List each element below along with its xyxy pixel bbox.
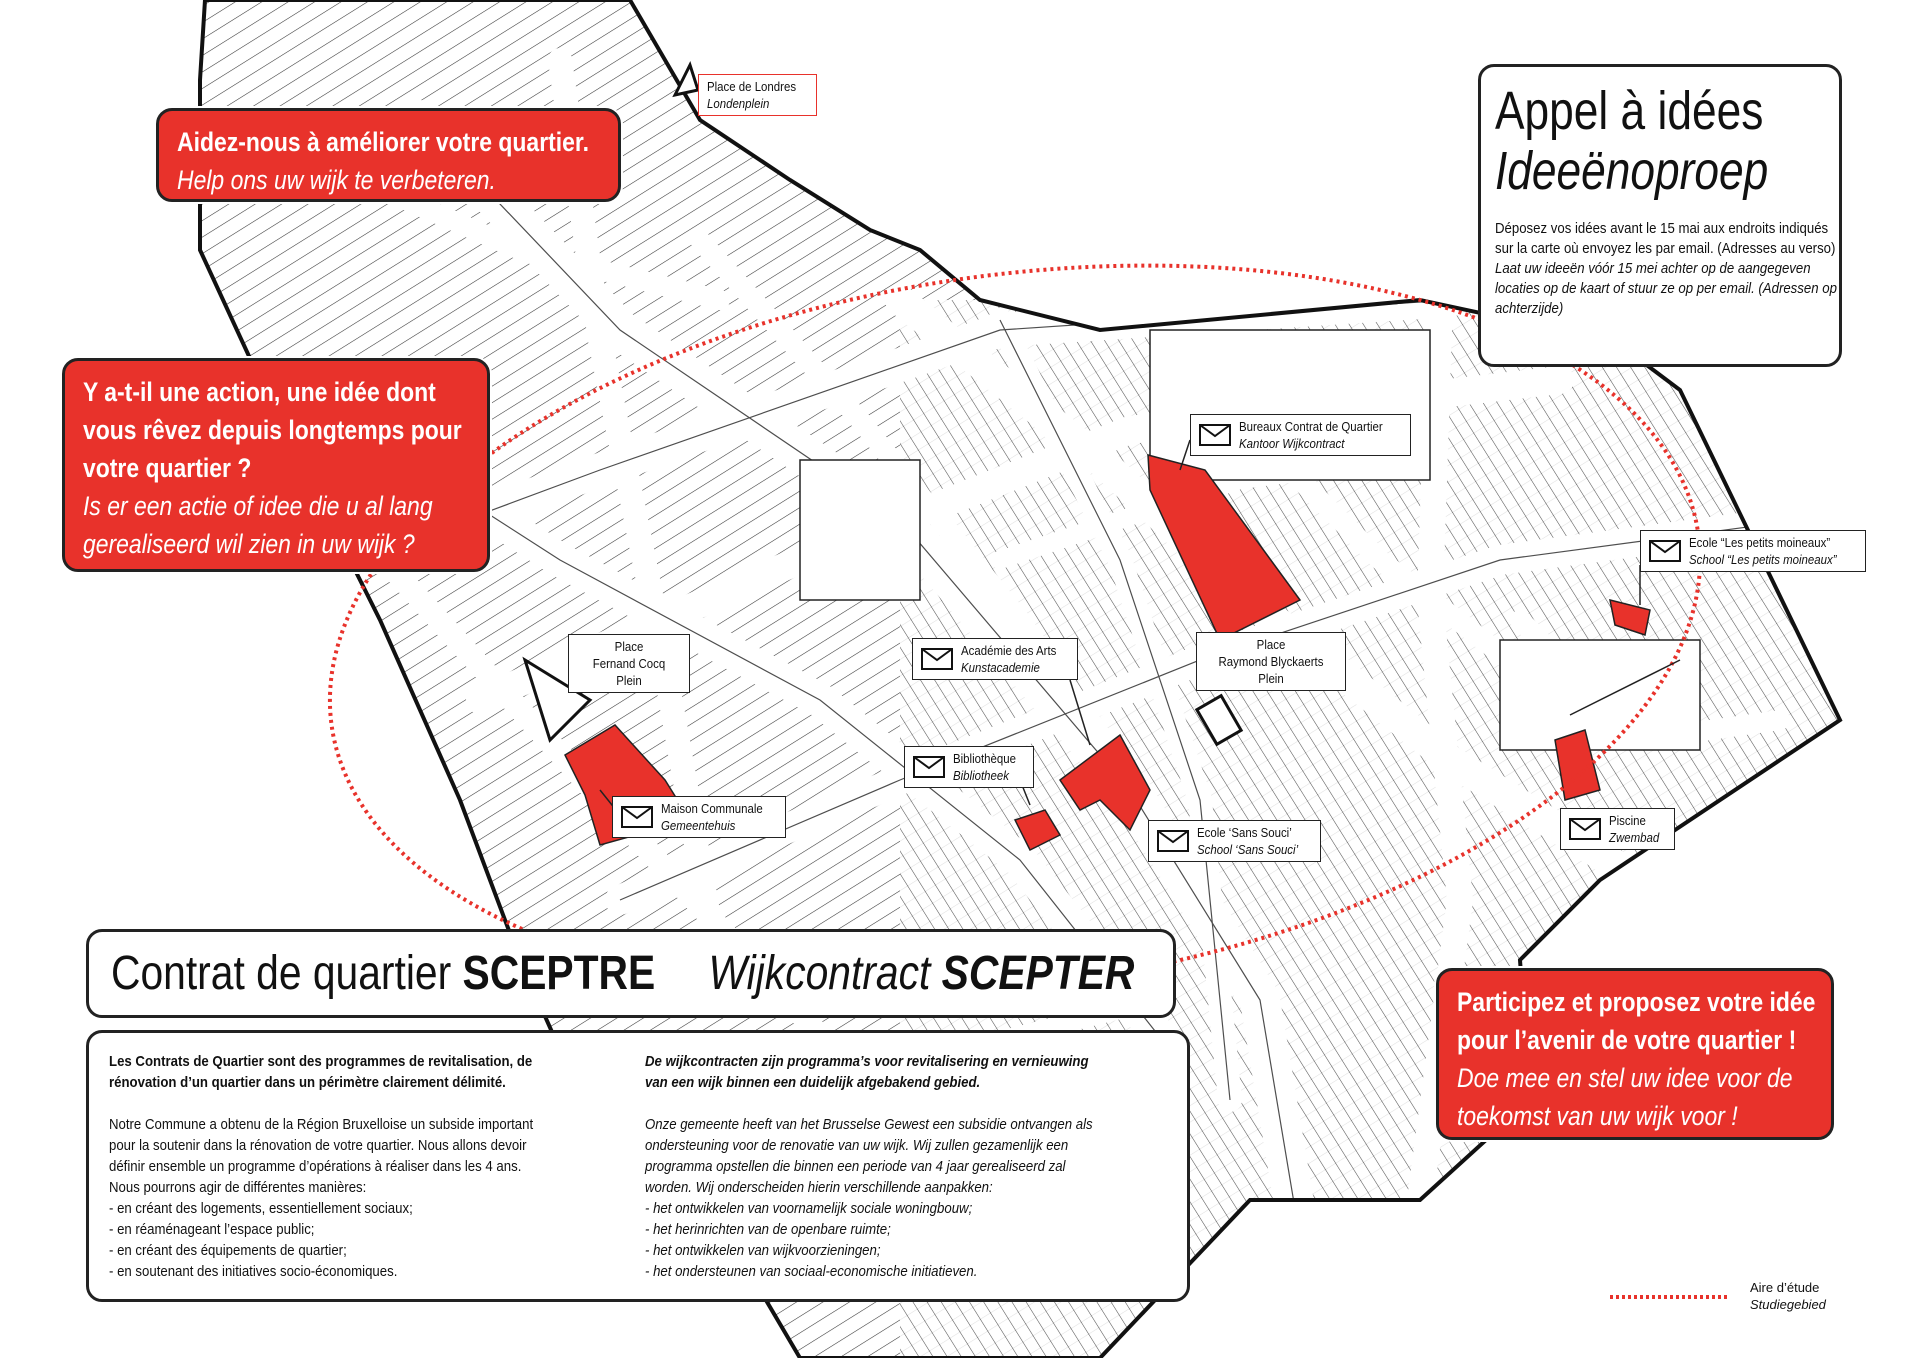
action-callout-fr-1: Y a-t-il une action, une idée dont [83, 377, 436, 407]
envelope-icon [1199, 424, 1231, 446]
location-ecole-moineaux: Ecole “Les petits moineaux” School “Les petits moineaux” [1640, 530, 1866, 572]
title-nl-name: SCEPTER [941, 947, 1135, 1000]
title-fr-prefix: Contrat de quartier [111, 947, 463, 1000]
participate-callout-nl-1: Doe mee en stel uw idee voor de [1457, 1063, 1793, 1093]
action-callout-fr-3: votre quartier ? [83, 453, 252, 483]
description-fr-lead: Les Contrats de Quartier sont des programmes de revitalisation, de rénovation d’un quartier dans un périmètre clairement délimité. [109, 1053, 533, 1091]
contract-title-banner [86, 929, 1176, 1018]
call-for-ideas-box [1478, 64, 1842, 367]
envelope-icon [621, 806, 653, 828]
location-piscine: Piscine Zwembad [1560, 808, 1675, 850]
location-bureaux: Bureaux Contrat de Quartier Kantoor Wijkcontract [1190, 414, 1411, 456]
call-for-ideas-title-nl: Ideeënoproep [1495, 141, 1769, 201]
envelope-icon [1569, 818, 1601, 840]
envelope-icon [1157, 830, 1189, 852]
place-fernand-cocq-label: Place Fernand Cocq Plein [568, 634, 690, 693]
envelope-icon [921, 648, 953, 670]
place-blyckaerts-label: Place Raymond Blyckaerts Plein [1196, 632, 1346, 691]
location-academie: Académie des Arts Kunstacademie [912, 638, 1078, 680]
help-callout [156, 108, 621, 202]
contract-title [111, 946, 1134, 1001]
legend-label-nl: Studiegebied [1750, 1297, 1826, 1312]
legend-label-fr: Aire d’étude [1750, 1280, 1820, 1295]
help-callout-nl: Help ons uw wijk te verbeteren. [177, 165, 496, 195]
place-de-londres-label: Place de Londres Londenplein [698, 74, 817, 116]
call-for-ideas-text-fr: Déposez vos idées avant le 15 mai aux endroits indiqués sur la carte où envoyez les par email. (Adresses au verso) [1495, 220, 1836, 257]
action-callout [62, 358, 490, 572]
participate-callout-nl-2: toekomst van uw wijk voor ! [1457, 1101, 1738, 1131]
title-nl-prefix: Wijkcontract [708, 947, 942, 1000]
action-callout-nl-1: Is er een actie of idee die u al lang [83, 491, 433, 521]
description-nl-lead: De wijkcontracten zijn programma’s voor revitalisering en vernieuwing van een wijk binnen een duidelijk afgebakend gebied. [645, 1053, 1089, 1091]
title-fr-name: SCEPTRE [462, 947, 656, 1000]
participate-callout-fr-2: pour l’avenir de votre quartier ! [1457, 1025, 1797, 1055]
help-callout-fr: Aidez-nous à améliorer votre quartier. [177, 127, 589, 157]
action-callout-fr-2: vous rêvez depuis longtemps pour [83, 415, 462, 445]
description-box [86, 1030, 1190, 1302]
envelope-icon [1649, 540, 1681, 562]
description-fr: Les Contrats de Quartier sont des programmes de revitalisation, de rénovation d’un quartier dans un périmètre clairement délimité. Notre Commune a obtenu de la Région Bruxelloise un subside important pour la soutenir dans la rénovation de votre quartier. Nous allons devoir définir ensemble un programme d’opérations à réaliser dans les 4 ans. Nous pourrons agir de différentes manières: - en créant des logements, essentiellement sociaux; - en réaménageant l’espace public; - en créant des équipements de quartier; - en soutenant des initiatives socio-économiques. [109, 1051, 589, 1282]
participate-callout [1436, 968, 1834, 1140]
call-for-ideas-title-fr: Appel à idées [1495, 81, 1764, 141]
description-nl: De wijkcontracten zijn programma’s voor revitalisering en vernieuwing van een wijk binnen een duidelijk afgebakend gebied. Onze gemeente heeft van het Brusselse Gewest een subsidie ontvangen als ondersteuning voor de renovatie van uw wijk. Wij zullen gezamenlijk een programma opstellen die binnen een periode van 4 jaar gerealiseerd zal worden. Wij onderscheiden hierin verschillende aanpakken: - het ontwikkelen van voornamelijk sociale woningbouw; - het herinrichten van de openbare ruimte; - het ontwikkelen van wijkvoorzieningen; - het ondersteunen van sociaal-economische initiatieven. [645, 1051, 1125, 1282]
participate-callout-fr-1: Participez et proposez votre idée [1457, 987, 1816, 1017]
location-ecole-sans-souci: Ecole ‘Sans Souci’ School ‘Sans Souci’ [1148, 820, 1321, 862]
envelope-icon [913, 756, 945, 778]
location-bibliotheque: Bibliothèque Bibliotheek [904, 746, 1034, 788]
location-maison-communale: Maison Communale Gemeentehuis [612, 796, 786, 838]
action-callout-nl-2: gerealiseerd wil zien in uw wijk ? [83, 529, 415, 559]
call-for-ideas-text-nl: Laat uw ideeën vóór 15 mei achter op de aangegeven locaties op de kaart of stuur ze op per email. (Adressen op achterzijde) [1495, 260, 1837, 317]
